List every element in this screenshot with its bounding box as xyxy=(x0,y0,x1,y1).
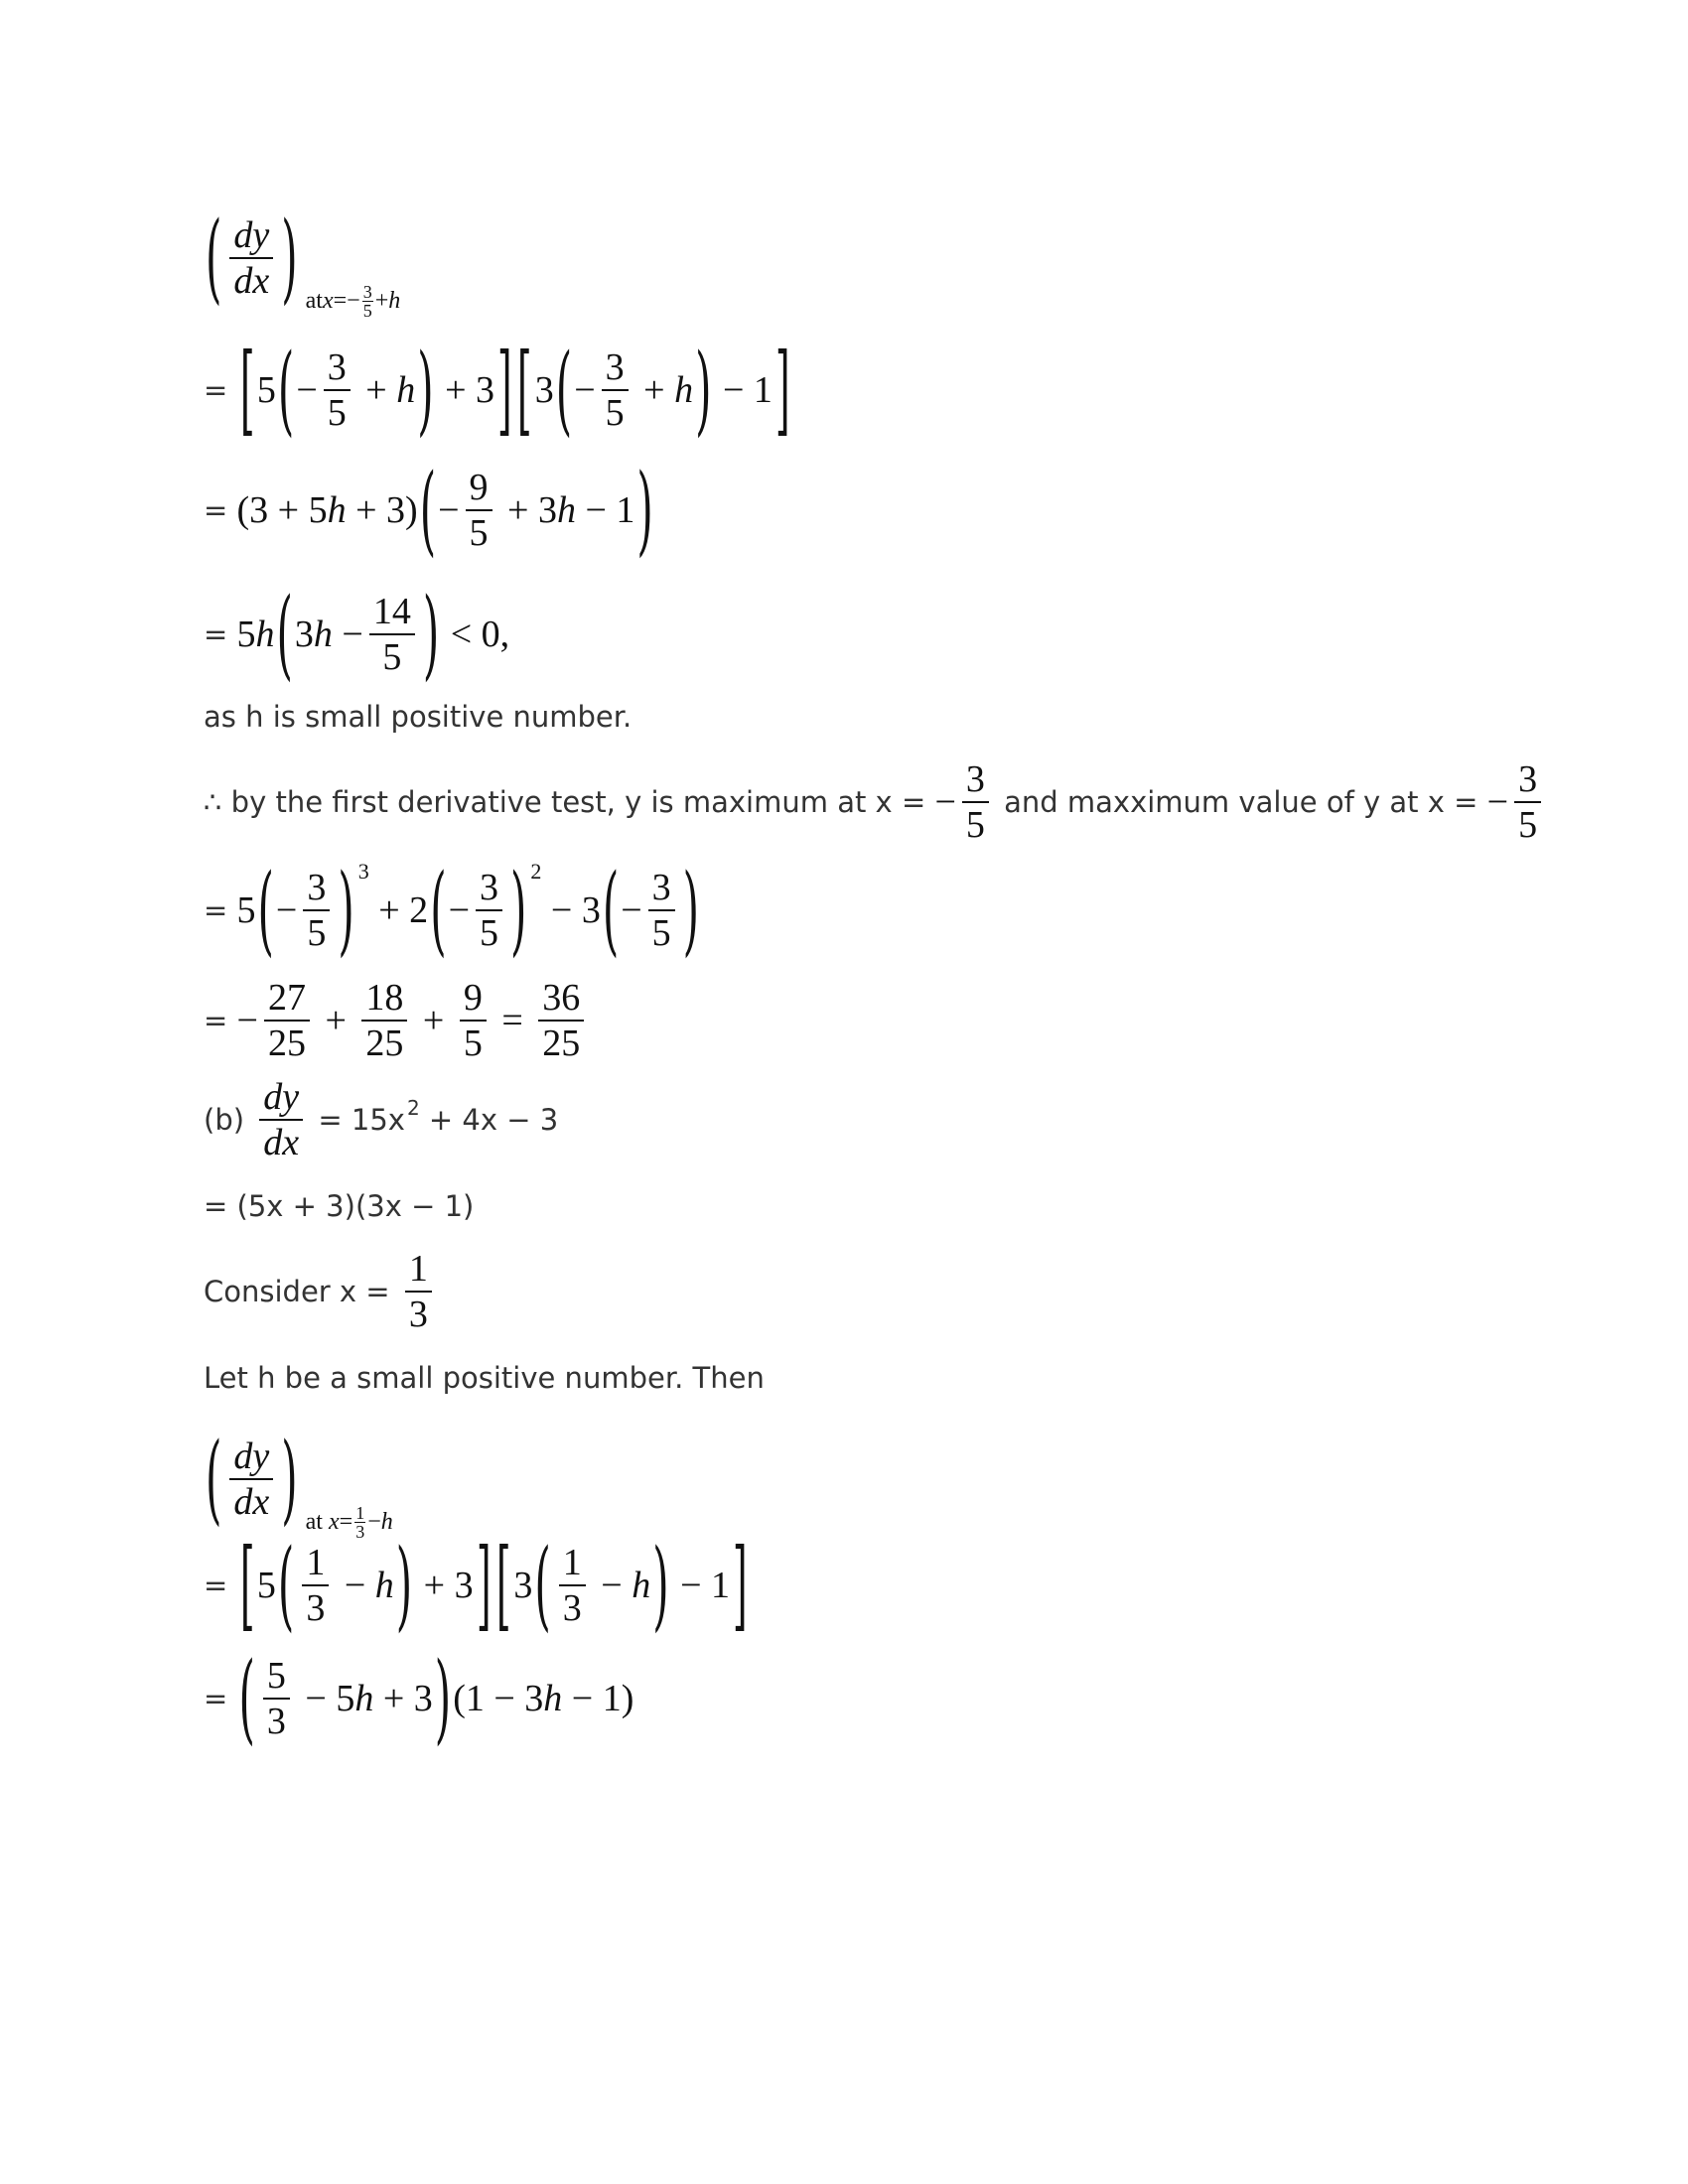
denominator: 5 xyxy=(382,636,402,678)
math-term: + 2 xyxy=(368,889,429,931)
numerator: 1 xyxy=(562,1542,582,1583)
math-term: =− xyxy=(333,288,360,314)
fraction xyxy=(559,1541,586,1630)
math-term: + xyxy=(633,369,675,411)
parenthesis: ) xyxy=(422,576,440,691)
math-term: h xyxy=(255,614,275,655)
math-term: h xyxy=(327,489,347,531)
numerator: 9 xyxy=(469,467,489,508)
math-term: h xyxy=(556,489,576,531)
denominator: 25 xyxy=(542,1023,581,1064)
text-run: and maxximum value of y at x = xyxy=(994,785,1487,819)
numerator: 3 xyxy=(605,346,625,388)
denominator: 3 xyxy=(562,1587,582,1629)
math-term: (1 − 3 xyxy=(453,1678,544,1719)
math-term: − xyxy=(438,489,460,531)
math-term: + 3 xyxy=(435,369,495,411)
denominator: 5 xyxy=(362,301,372,321)
text-run: = xyxy=(204,617,237,651)
math-term: h xyxy=(313,614,333,655)
text-run: = 15x xyxy=(309,1103,405,1137)
parenthesis: ( xyxy=(430,852,447,967)
math-term: h xyxy=(374,1565,394,1606)
parenthesis: ( xyxy=(276,576,293,691)
denominator: 3 xyxy=(266,1701,286,1742)
math-term: 5 xyxy=(256,369,276,411)
math-term: − 1) xyxy=(562,1678,634,1719)
math-term: h xyxy=(632,1565,651,1606)
math-term: − xyxy=(934,781,956,823)
fraction xyxy=(302,1541,329,1630)
bracket: ] xyxy=(732,1527,748,1642)
bracket: ] xyxy=(774,332,790,447)
math-term: + 3) xyxy=(346,489,418,531)
denominator: 5 xyxy=(463,1023,483,1064)
text-run: ∴ by the first derivative test, y is maximum at x = xyxy=(204,785,935,819)
math-term: − xyxy=(296,369,318,411)
numerator: 1 xyxy=(355,1503,365,1523)
denominator: dx xyxy=(263,1122,300,1163)
fraction xyxy=(962,757,989,847)
superscript: 3 xyxy=(357,859,369,884)
parenthesis: ) xyxy=(695,332,712,447)
math-term: at xyxy=(305,1509,329,1535)
fraction xyxy=(1514,757,1541,847)
text-run: (b) xyxy=(204,1103,254,1137)
math-term: 3 xyxy=(294,614,314,655)
numerator: dy xyxy=(233,214,270,256)
math-term: − xyxy=(591,1565,633,1606)
math-term: x xyxy=(328,1509,340,1535)
parenthesis: ( xyxy=(206,200,222,315)
denominator: dx xyxy=(233,1481,270,1523)
bracket: [ xyxy=(239,1527,255,1642)
numerator: dy xyxy=(233,1435,270,1477)
parenthesis: ( xyxy=(277,332,295,447)
superscript: 2 xyxy=(406,1096,420,1120)
fraction xyxy=(602,345,629,435)
math-term: − 3 xyxy=(541,889,601,931)
math-term: + xyxy=(315,1000,356,1041)
bracket: [ xyxy=(239,332,255,447)
parenthesis: ( xyxy=(257,852,274,967)
numerator: 3 xyxy=(965,758,985,800)
numerator: 3 xyxy=(651,867,671,908)
parenthesis: ) xyxy=(281,200,298,315)
numerator: 9 xyxy=(463,977,483,1019)
denominator: 5 xyxy=(469,512,489,554)
math-term: h xyxy=(388,288,401,314)
numerator: 5 xyxy=(266,1655,286,1697)
parenthesis: ) xyxy=(434,1640,452,1755)
text-run: = xyxy=(204,893,237,927)
math-term: = xyxy=(339,1509,353,1535)
math-term: = xyxy=(492,1000,533,1041)
text-run: = xyxy=(204,1569,237,1602)
text-run: Consider x = xyxy=(204,1275,399,1308)
math-term: + xyxy=(355,369,397,411)
denominator: 5 xyxy=(1518,804,1538,846)
superscript: 2 xyxy=(530,859,542,884)
numerator: 1 xyxy=(408,1248,428,1290)
math-term: h xyxy=(674,369,694,411)
math-term: 5 xyxy=(256,1565,276,1606)
parenthesis: ) xyxy=(682,852,700,967)
numerator: 3 xyxy=(307,867,327,908)
math-term: + 3 xyxy=(497,489,557,531)
denominator: 5 xyxy=(307,912,327,954)
bracket: [ xyxy=(517,332,532,447)
fraction xyxy=(324,345,351,435)
denominator: 5 xyxy=(651,912,671,954)
parenthesis: ) xyxy=(652,1527,669,1642)
numerator: 14 xyxy=(372,591,411,632)
numerator: 3 xyxy=(362,282,372,302)
math-term: − xyxy=(335,1565,375,1606)
math-term: h xyxy=(396,369,416,411)
math-term: h xyxy=(354,1678,374,1719)
text-run: as h is small positive number. xyxy=(204,700,633,734)
text-run: Let h be a small positive number. Then xyxy=(204,1361,765,1395)
fraction xyxy=(263,1654,290,1743)
text-run: = (5x + 3)(3x − 1) xyxy=(204,1189,475,1223)
denominator: 3 xyxy=(306,1587,326,1629)
denominator: 25 xyxy=(365,1023,404,1064)
math-term: 3 xyxy=(513,1565,533,1606)
math-term: 5 xyxy=(236,889,256,931)
equation-line xyxy=(204,189,400,328)
math-term: x xyxy=(322,288,334,314)
math-term: at xyxy=(305,288,323,314)
math-term: − xyxy=(621,889,642,931)
denominator: 5 xyxy=(605,392,625,434)
math-term: − 1 xyxy=(575,489,635,531)
math-term: (3 + 5 xyxy=(236,489,328,531)
fraction xyxy=(303,866,330,955)
parenthesis: ( xyxy=(602,852,620,967)
math-term: h xyxy=(543,1678,563,1719)
parenthesis: ( xyxy=(277,1527,295,1642)
parenthesis: ( xyxy=(238,1640,255,1755)
denominator: 25 xyxy=(267,1023,306,1064)
denominator: 3 xyxy=(408,1294,428,1335)
denominator: 5 xyxy=(480,912,499,954)
fraction xyxy=(229,1434,273,1524)
math-term: h xyxy=(380,1509,393,1535)
parenthesis: ) xyxy=(636,452,653,567)
numerator: dy xyxy=(263,1076,300,1118)
parenthesis: ) xyxy=(281,1421,298,1536)
math-term: − 1 xyxy=(713,369,773,411)
parenthesis: ( xyxy=(534,1527,551,1642)
text-run: = xyxy=(204,373,237,407)
math-term: 5 xyxy=(236,614,256,655)
fraction xyxy=(476,866,502,955)
numerator: 36 xyxy=(542,977,581,1019)
parenthesis: ) xyxy=(338,852,354,967)
text-run: = xyxy=(204,1004,237,1037)
math-term: + 3 xyxy=(414,1565,474,1606)
equation-line xyxy=(204,321,792,460)
text-run: + 4x − 3 xyxy=(419,1103,559,1137)
text-run: = xyxy=(204,493,237,527)
equation-line xyxy=(204,441,655,580)
numerator: 18 xyxy=(365,977,404,1019)
parenthesis: ( xyxy=(419,452,437,567)
math-term: − xyxy=(1486,781,1509,823)
parenthesis: ) xyxy=(395,1527,413,1642)
parenthesis: ) xyxy=(417,332,434,447)
fraction xyxy=(362,283,373,320)
denominator: 5 xyxy=(327,392,347,434)
math-term: − xyxy=(236,1000,258,1041)
math-term: − xyxy=(574,369,596,411)
bracket: [ xyxy=(495,1527,511,1642)
parenthesis: ( xyxy=(206,1421,222,1536)
numerator: 3 xyxy=(327,346,347,388)
denominator: 3 xyxy=(355,1522,365,1542)
math-term: < 0, xyxy=(441,614,510,655)
numerator: 3 xyxy=(1518,758,1538,800)
math-term: − xyxy=(367,1509,381,1535)
denominator: 5 xyxy=(965,804,985,846)
fraction xyxy=(466,466,492,555)
text-run: = xyxy=(204,1682,237,1715)
math-term: − xyxy=(448,889,471,931)
numerator: 1 xyxy=(306,1542,326,1583)
denominator: dx xyxy=(233,260,270,302)
numerator: 27 xyxy=(267,977,306,1019)
numerator: 3 xyxy=(480,867,499,908)
equation-line xyxy=(204,1629,633,1768)
parenthesis: ( xyxy=(555,332,573,447)
math-term: + 3 xyxy=(373,1678,433,1719)
fraction xyxy=(229,213,273,303)
subscript xyxy=(306,283,401,320)
math-term: − xyxy=(275,889,298,931)
math-term: − xyxy=(332,614,363,655)
fraction xyxy=(648,866,675,955)
parenthesis: ) xyxy=(510,852,527,967)
math-term: − 5 xyxy=(295,1678,355,1719)
math-term: + xyxy=(374,288,389,314)
bracket: ] xyxy=(496,332,512,447)
bracket: ] xyxy=(476,1527,492,1642)
math-term: 3 xyxy=(534,369,554,411)
math-term: + xyxy=(413,1000,454,1041)
math-term: − 1 xyxy=(670,1565,731,1606)
